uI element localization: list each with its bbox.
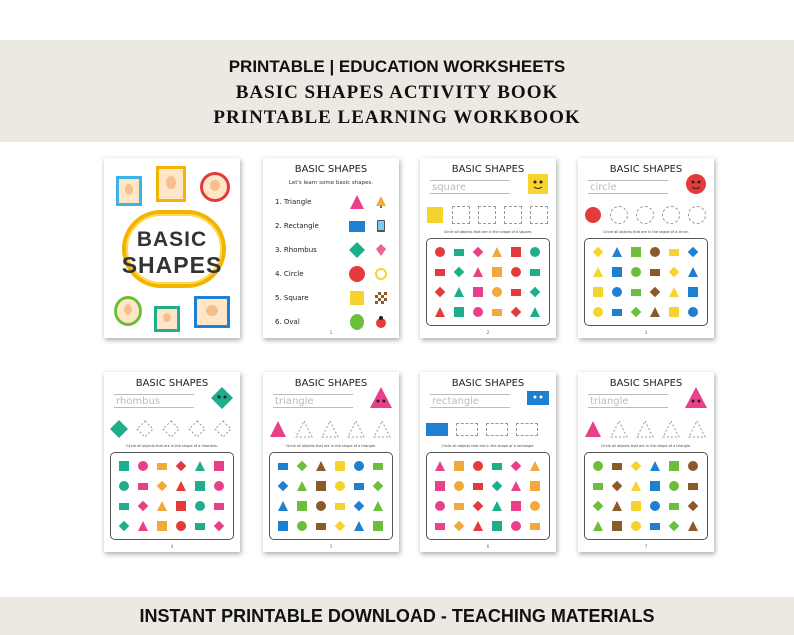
object-icon[interactable] xyxy=(176,521,186,531)
object-icon[interactable] xyxy=(612,287,622,297)
kid-frame-icon xyxy=(194,296,230,328)
dashed-rhombus xyxy=(162,420,180,438)
worksheet-page-square xyxy=(420,158,556,338)
object-icon[interactable] xyxy=(119,461,129,471)
object-icon[interactable] xyxy=(119,521,130,532)
triangle-icon xyxy=(349,194,365,210)
object-icon[interactable] xyxy=(631,461,642,472)
trace-shapes-row xyxy=(426,206,550,226)
object-icon[interactable] xyxy=(138,461,148,471)
object-icon[interactable] xyxy=(297,461,308,472)
circle-icon xyxy=(584,206,602,224)
objects-grid xyxy=(426,238,550,326)
object-icon[interactable] xyxy=(214,521,225,532)
dashed-triangle xyxy=(373,420,391,438)
object-icon[interactable] xyxy=(316,461,326,471)
dashed-triangle xyxy=(610,420,628,438)
object-icon[interactable] xyxy=(631,481,641,491)
dashed-square xyxy=(530,206,548,224)
page-number: 4 xyxy=(170,544,174,549)
object-icon[interactable] xyxy=(195,461,205,471)
object-icon[interactable] xyxy=(473,521,483,531)
object-icon[interactable] xyxy=(157,501,167,511)
worksheet-page-rectangle xyxy=(420,372,556,552)
object-icon[interactable] xyxy=(454,461,464,471)
object-icon[interactable] xyxy=(373,481,384,492)
object-icon[interactable] xyxy=(435,523,445,530)
object-icon[interactable] xyxy=(530,523,540,530)
rectangle-mascot-icon xyxy=(526,386,550,410)
triangle-icon xyxy=(584,420,602,438)
kid-frame-icon xyxy=(156,166,186,202)
object-icon[interactable] xyxy=(492,309,502,316)
object-icon[interactable] xyxy=(631,501,641,511)
object-icon[interactable] xyxy=(612,501,622,511)
page-title: BASIC SHAPES xyxy=(135,378,209,389)
objects-grid xyxy=(426,452,550,540)
object-icon[interactable] xyxy=(650,523,660,530)
square-mascot-icon xyxy=(526,172,550,196)
object-icon[interactable] xyxy=(278,501,288,511)
object-icon[interactable] xyxy=(278,463,288,470)
instruction: Circle all objects that are in the shape of a triangle. xyxy=(285,444,377,448)
object-icon[interactable] xyxy=(473,287,483,297)
object-icon[interactable] xyxy=(435,287,446,298)
tree-icon xyxy=(375,196,387,208)
object-icon[interactable] xyxy=(511,247,521,257)
object-icon[interactable] xyxy=(435,247,445,257)
object-icon[interactable] xyxy=(612,481,623,492)
object-icon[interactable] xyxy=(669,481,679,491)
object-icon[interactable] xyxy=(669,503,679,510)
header-line-1: PRINTABLE | EDUCATION WORKSHEETS xyxy=(228,57,566,76)
rectangle-icon xyxy=(349,218,365,234)
object-icon[interactable] xyxy=(669,249,679,256)
shape-label: 2. Rectangle xyxy=(275,222,319,230)
object-icon[interactable] xyxy=(157,481,168,492)
object-icon[interactable] xyxy=(138,501,149,512)
kid-frame-icon xyxy=(114,296,142,326)
object-icon[interactable] xyxy=(593,483,603,490)
object-icon[interactable] xyxy=(530,501,540,511)
rhombus-mascot-icon xyxy=(210,386,234,410)
list-item xyxy=(275,266,391,284)
kite-icon xyxy=(375,244,387,256)
objects-grid xyxy=(110,452,234,540)
page-number: 7 xyxy=(644,544,648,549)
page-subtitle: Let's learn some basic shapes. xyxy=(288,180,374,186)
ladybug-icon xyxy=(375,316,387,328)
object-icon[interactable] xyxy=(650,307,660,317)
dashed-triangle xyxy=(662,420,680,438)
worksheet-page-triangle-2 xyxy=(578,372,714,552)
object-icon[interactable] xyxy=(473,501,484,512)
instruction: Circle all objects that are in the shape of a circle. xyxy=(603,230,689,234)
dashed-rectangle xyxy=(486,423,508,436)
object-icon[interactable] xyxy=(511,289,521,296)
object-icon[interactable] xyxy=(435,461,445,471)
object-icon[interactable] xyxy=(650,501,660,511)
header-line-2: BASIC SHAPES ACTIVITY BOOK xyxy=(235,82,559,103)
object-icon[interactable] xyxy=(650,287,661,298)
tablet-icon xyxy=(375,220,387,232)
object-icon[interactable] xyxy=(511,501,521,511)
dashed-triangle xyxy=(321,420,339,438)
page-number: 5 xyxy=(329,544,333,549)
object-icon[interactable] xyxy=(297,481,307,491)
object-icon[interactable] xyxy=(669,521,680,532)
object-icon[interactable] xyxy=(214,503,224,510)
object-icon[interactable] xyxy=(138,521,148,531)
footer-text: INSTANT PRINTABLE DOWNLOAD - TEACHING MATERIALS xyxy=(139,606,655,626)
object-icon[interactable] xyxy=(650,269,660,276)
object-icon[interactable] xyxy=(354,521,364,531)
object-icon[interactable] xyxy=(473,307,483,317)
object-icon[interactable] xyxy=(530,481,540,491)
page-title: BASIC SHAPES xyxy=(609,378,683,389)
object-icon[interactable] xyxy=(688,247,699,258)
dashed-rhombus xyxy=(136,420,154,438)
object-icon[interactable] xyxy=(195,501,205,511)
oval-icon xyxy=(349,314,365,330)
object-icon[interactable] xyxy=(631,289,641,296)
rhombus-icon xyxy=(349,242,365,258)
header-line-3: PRINTABLE LEARNING WORKBOOK xyxy=(213,107,581,128)
object-icon[interactable] xyxy=(214,461,224,471)
intro-worksheet-page xyxy=(263,158,399,338)
object-icon[interactable] xyxy=(435,269,445,276)
objects-grid xyxy=(584,238,708,326)
instruction: Circle all objects that are in the shape of a rhombus. xyxy=(126,444,218,448)
object-icon[interactable] xyxy=(511,521,521,531)
object-icon[interactable] xyxy=(511,307,522,318)
object-icon[interactable] xyxy=(157,463,167,470)
object-icon[interactable] xyxy=(454,481,464,491)
object-icon[interactable] xyxy=(454,267,465,278)
square-icon xyxy=(426,206,444,224)
list-item xyxy=(275,194,391,212)
object-icon[interactable] xyxy=(195,523,205,530)
trace-word: triangle xyxy=(273,394,353,408)
object-icon[interactable] xyxy=(650,247,660,257)
object-icon[interactable] xyxy=(195,481,205,491)
object-icon[interactable] xyxy=(373,521,383,531)
object-icon[interactable] xyxy=(631,247,641,257)
dashed-rectangle xyxy=(516,423,538,436)
dashed-circle xyxy=(636,206,654,224)
object-icon[interactable] xyxy=(297,501,307,511)
object-icon[interactable] xyxy=(612,521,622,531)
dashed-triangle xyxy=(688,420,706,438)
worksheet-page-rhombus xyxy=(104,372,240,552)
object-icon[interactable] xyxy=(612,463,622,470)
dashed-square xyxy=(452,206,470,224)
shape-label: 5. Square xyxy=(275,294,309,302)
triangle-mascot-icon xyxy=(684,386,708,410)
object-icon[interactable] xyxy=(511,267,521,277)
object-icon[interactable] xyxy=(669,287,679,297)
dashed-circle xyxy=(610,206,628,224)
footer-band xyxy=(0,597,794,635)
page-title: BASIC SHAPES xyxy=(451,378,525,389)
object-icon[interactable] xyxy=(669,461,679,471)
dashed-triangle xyxy=(347,420,365,438)
object-icon[interactable] xyxy=(454,307,464,317)
object-icon[interactable] xyxy=(593,247,604,258)
chessboard-icon xyxy=(375,292,387,304)
kid-frame-icon xyxy=(116,176,142,206)
object-icon[interactable] xyxy=(593,307,603,317)
object-icon[interactable] xyxy=(492,287,502,297)
object-icon[interactable] xyxy=(435,307,445,317)
object-icon[interactable] xyxy=(593,521,603,531)
object-icon[interactable] xyxy=(688,521,698,531)
list-item xyxy=(275,290,391,308)
object-icon[interactable] xyxy=(511,481,521,491)
worksheet-page-triangle xyxy=(263,372,399,552)
instruction: Circle all objects that are in the shape of a rectangle. xyxy=(441,444,535,448)
list-item xyxy=(275,242,391,260)
instruction: Circle all objects that are in the shape of a square. xyxy=(443,230,533,234)
objects-grid xyxy=(269,452,393,540)
dashed-rhombus xyxy=(188,420,206,438)
object-icon[interactable] xyxy=(335,481,345,491)
object-icon[interactable] xyxy=(631,267,641,277)
list-item xyxy=(275,218,391,236)
circle-mascot-icon xyxy=(684,172,708,196)
object-icon[interactable] xyxy=(492,501,502,511)
trace-shapes-row xyxy=(269,420,393,440)
object-icon[interactable] xyxy=(119,503,129,510)
square-icon xyxy=(349,290,365,306)
object-icon[interactable] xyxy=(354,483,364,490)
object-icon[interactable] xyxy=(278,481,289,492)
object-icon[interactable] xyxy=(593,461,603,471)
trace-word: circle xyxy=(588,180,668,194)
object-icon[interactable] xyxy=(688,267,698,277)
object-icon[interactable] xyxy=(631,307,642,318)
object-icon[interactable] xyxy=(454,503,464,510)
object-icon[interactable] xyxy=(612,309,622,316)
page-title: BASIC SHAPES xyxy=(609,164,683,175)
header-band xyxy=(0,40,794,142)
object-icon[interactable] xyxy=(354,461,364,471)
cover-title-2: SHAPES xyxy=(121,252,223,278)
object-icon[interactable] xyxy=(688,287,698,297)
object-icon[interactable] xyxy=(176,481,186,491)
page-number: 3 xyxy=(644,330,648,335)
trace-shapes-row xyxy=(110,420,234,440)
object-icon[interactable] xyxy=(688,501,699,512)
triangle-mascot-icon xyxy=(369,386,393,410)
object-icon[interactable] xyxy=(669,307,679,317)
shape-label: 3. Rhombus xyxy=(275,246,317,254)
dashed-square xyxy=(504,206,522,224)
rectangle-icon xyxy=(426,420,448,438)
trace-word: square xyxy=(430,180,510,194)
object-icon[interactable] xyxy=(335,521,346,532)
shape-label: 6. Oval xyxy=(275,318,300,326)
object-icon[interactable] xyxy=(688,461,698,471)
object-icon[interactable] xyxy=(492,463,502,470)
object-icon[interactable] xyxy=(119,481,129,491)
object-icon[interactable] xyxy=(530,307,540,317)
object-icon[interactable] xyxy=(335,503,345,510)
objects-grid xyxy=(584,452,708,540)
object-icon[interactable] xyxy=(593,267,603,277)
object-icon[interactable] xyxy=(492,481,503,492)
object-icon[interactable] xyxy=(612,247,622,257)
object-icon[interactable] xyxy=(316,523,326,530)
shape-label: 4. Circle xyxy=(275,270,304,278)
object-icon[interactable] xyxy=(176,461,187,472)
trace-shapes-row xyxy=(426,420,550,440)
object-icon[interactable] xyxy=(297,521,307,531)
trace-shapes-row xyxy=(584,206,708,226)
object-icon[interactable] xyxy=(454,287,464,297)
clock-icon xyxy=(375,268,387,280)
object-icon[interactable] xyxy=(454,249,464,256)
object-icon[interactable] xyxy=(278,521,288,531)
page-title: BASIC SHAPES xyxy=(294,164,368,175)
object-icon[interactable] xyxy=(176,501,186,511)
object-icon[interactable] xyxy=(354,501,365,512)
dashed-square xyxy=(478,206,496,224)
object-icon[interactable] xyxy=(688,483,698,490)
object-icon[interactable] xyxy=(316,481,326,491)
dashed-triangle xyxy=(295,420,313,438)
object-icon[interactable] xyxy=(373,463,383,470)
object-icon[interactable] xyxy=(435,481,445,491)
object-icon[interactable] xyxy=(530,287,541,298)
object-icon[interactable] xyxy=(492,521,502,531)
object-icon[interactable] xyxy=(492,247,502,257)
page-title: BASIC SHAPES xyxy=(294,378,368,389)
trace-word: triangle xyxy=(588,394,668,408)
rhombus-icon xyxy=(110,420,128,438)
trace-word: rectangle xyxy=(430,394,510,408)
trace-shapes-row xyxy=(584,420,708,440)
object-icon[interactable] xyxy=(316,501,326,511)
object-icon[interactable] xyxy=(373,501,383,511)
object-icon[interactable] xyxy=(593,287,603,297)
page-number: 2 xyxy=(486,330,490,335)
object-icon[interactable] xyxy=(492,267,502,277)
dashed-circle xyxy=(662,206,680,224)
trace-word: rhombus xyxy=(114,394,194,408)
circle-icon xyxy=(349,266,365,282)
kid-frame-icon xyxy=(154,306,180,332)
kid-frame-icon xyxy=(200,172,230,202)
page-number: 1 xyxy=(329,330,333,335)
object-icon[interactable] xyxy=(335,461,345,471)
dashed-circle xyxy=(688,206,706,224)
object-icon[interactable] xyxy=(511,461,522,472)
object-icon[interactable] xyxy=(530,461,540,471)
object-icon[interactable] xyxy=(669,267,680,278)
shape-label: 1. Triangle xyxy=(275,198,312,206)
object-icon[interactable] xyxy=(650,461,660,471)
object-icon[interactable] xyxy=(473,247,484,258)
object-icon[interactable] xyxy=(454,521,465,532)
object-icon[interactable] xyxy=(473,461,483,471)
worksheet-page-circle xyxy=(578,158,714,338)
object-icon[interactable] xyxy=(473,483,483,490)
dashed-triangle xyxy=(636,420,654,438)
dashed-rhombus xyxy=(214,420,232,438)
object-icon[interactable] xyxy=(688,307,698,317)
object-icon[interactable] xyxy=(157,521,167,531)
page-title: BASIC SHAPES xyxy=(451,164,525,175)
object-icon[interactable] xyxy=(612,267,622,277)
object-icon[interactable] xyxy=(650,481,660,491)
object-icon[interactable] xyxy=(473,267,483,277)
instruction: Circle all objects that are in the shape of a triangle. xyxy=(600,444,692,448)
object-icon[interactable] xyxy=(593,501,604,512)
object-icon[interactable] xyxy=(138,483,148,490)
object-icon[interactable] xyxy=(530,247,540,257)
object-icon[interactable] xyxy=(631,521,641,531)
cover-title-1: BASIC xyxy=(136,228,208,251)
dashed-rectangle xyxy=(456,423,478,436)
object-icon[interactable] xyxy=(435,501,445,511)
triangle-icon xyxy=(269,420,287,438)
cover-page xyxy=(104,158,240,338)
object-icon[interactable] xyxy=(530,269,540,276)
page-number: 6 xyxy=(486,544,490,549)
object-icon[interactable] xyxy=(214,481,224,491)
